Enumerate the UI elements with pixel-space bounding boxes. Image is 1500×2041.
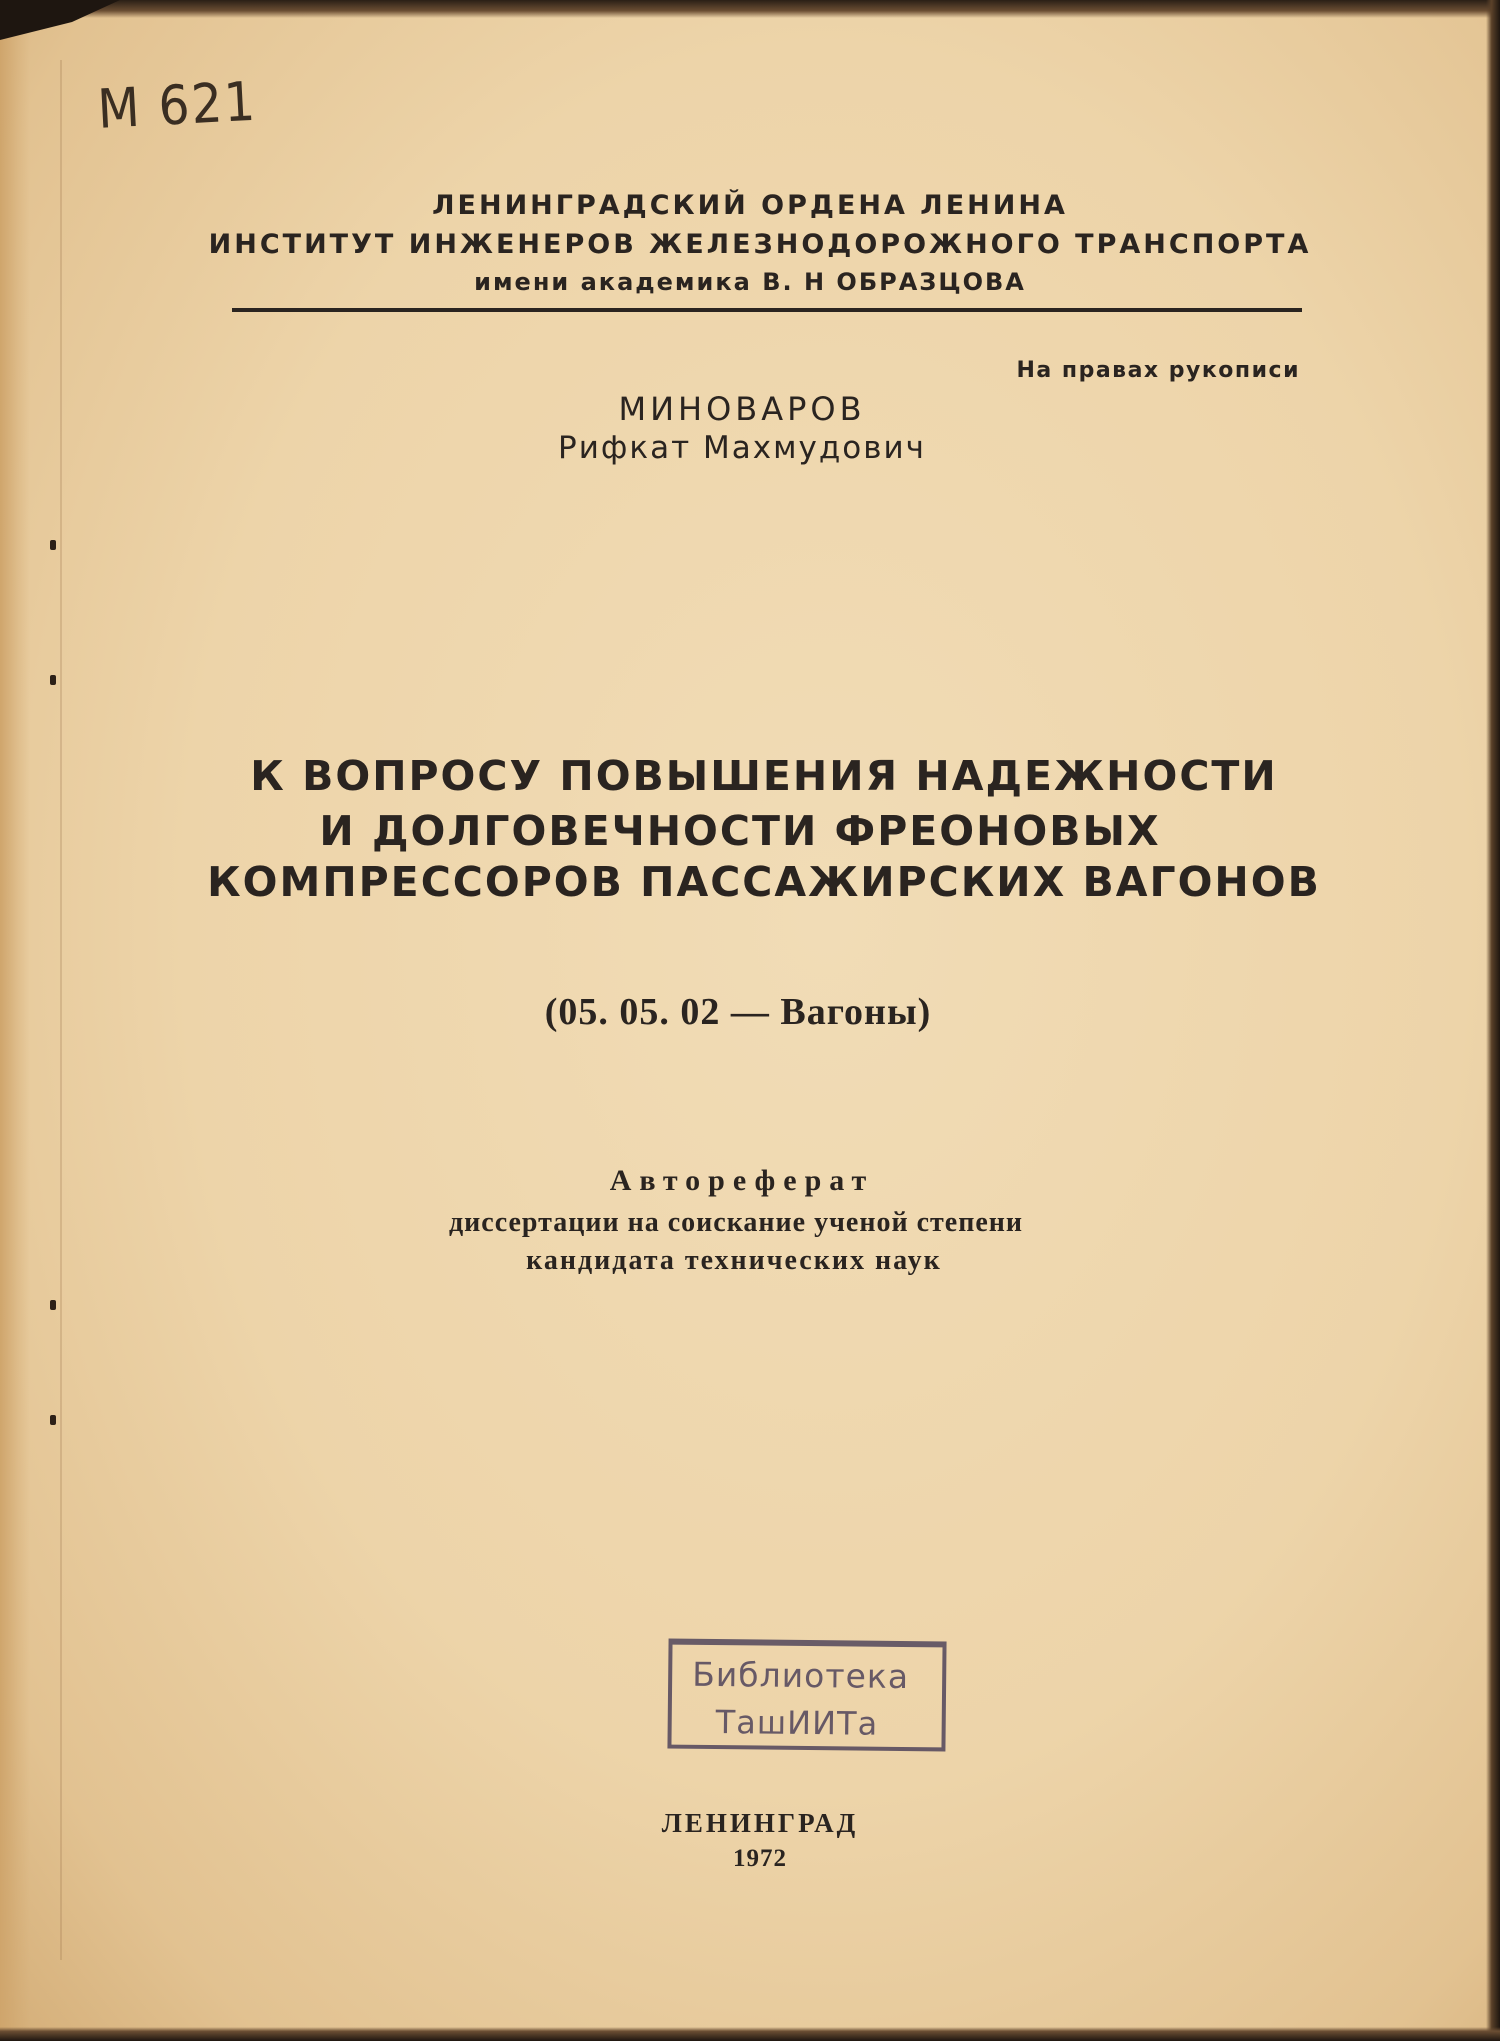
- header-rule: [232, 308, 1302, 312]
- bottom-scan-edge: [0, 2027, 1500, 2041]
- title-line-3: КОМПРЕССОРОВ ПАССАЖИРСКИХ ВАГОНОВ: [207, 858, 1321, 906]
- title-line-1: К ВОПРОСУ ПОВЫШЕНИЯ НАДЕЖНОСТИ: [250, 752, 1278, 800]
- title-line-2: И ДОЛГОВЕЧНОСТИ ФРЕОНОВЫХ: [319, 807, 1161, 855]
- top-left-corner-edge: [0, 0, 120, 40]
- stamp-line-1: Библиотека: [692, 1654, 910, 1697]
- handwritten-call-number: М 621: [96, 69, 259, 141]
- right-scan-edge: [1486, 0, 1500, 2041]
- stamp-line-2: ТашИИТа: [715, 1703, 879, 1743]
- imprint-city: ЛЕНИНГРАД: [661, 1808, 859, 1838]
- author-surname: МИНОВАРОВ: [618, 390, 866, 428]
- institution-line-3: имени академика В. Н ОБРАЗЦОВА: [474, 268, 1026, 296]
- abstract-heading: Автореферат: [609, 1164, 875, 1197]
- rights-note: На правах рукописи: [1016, 358, 1300, 383]
- binding-hole: [50, 1300, 56, 1310]
- institution-line-1: ЛЕНИНГРАДСКИЙ ОРДЕНА ЛЕНИНА: [432, 190, 1068, 221]
- binding-hole: [50, 1415, 56, 1425]
- top-scan-edge: [0, 0, 1500, 18]
- library-stamp: [667, 1639, 946, 1752]
- institution-line-2: ИНСТИТУТ ИНЖЕНЕРОВ ЖЕЛЕЗНОДОРОЖНОГО ТРАНСПОРТА: [208, 229, 1312, 260]
- imprint-year: 1972: [733, 1845, 787, 1872]
- abstract-line-1: диссертации на соискание ученой степени: [448, 1207, 1024, 1238]
- binding-hole: [50, 540, 56, 550]
- specialty-code: (05. 05. 02 — Вагоны): [544, 991, 932, 1033]
- author-name: Рифкат Махмудович: [558, 430, 926, 466]
- abstract-line-2: кандидата технических наук: [526, 1245, 942, 1276]
- binding-hole: [50, 675, 56, 685]
